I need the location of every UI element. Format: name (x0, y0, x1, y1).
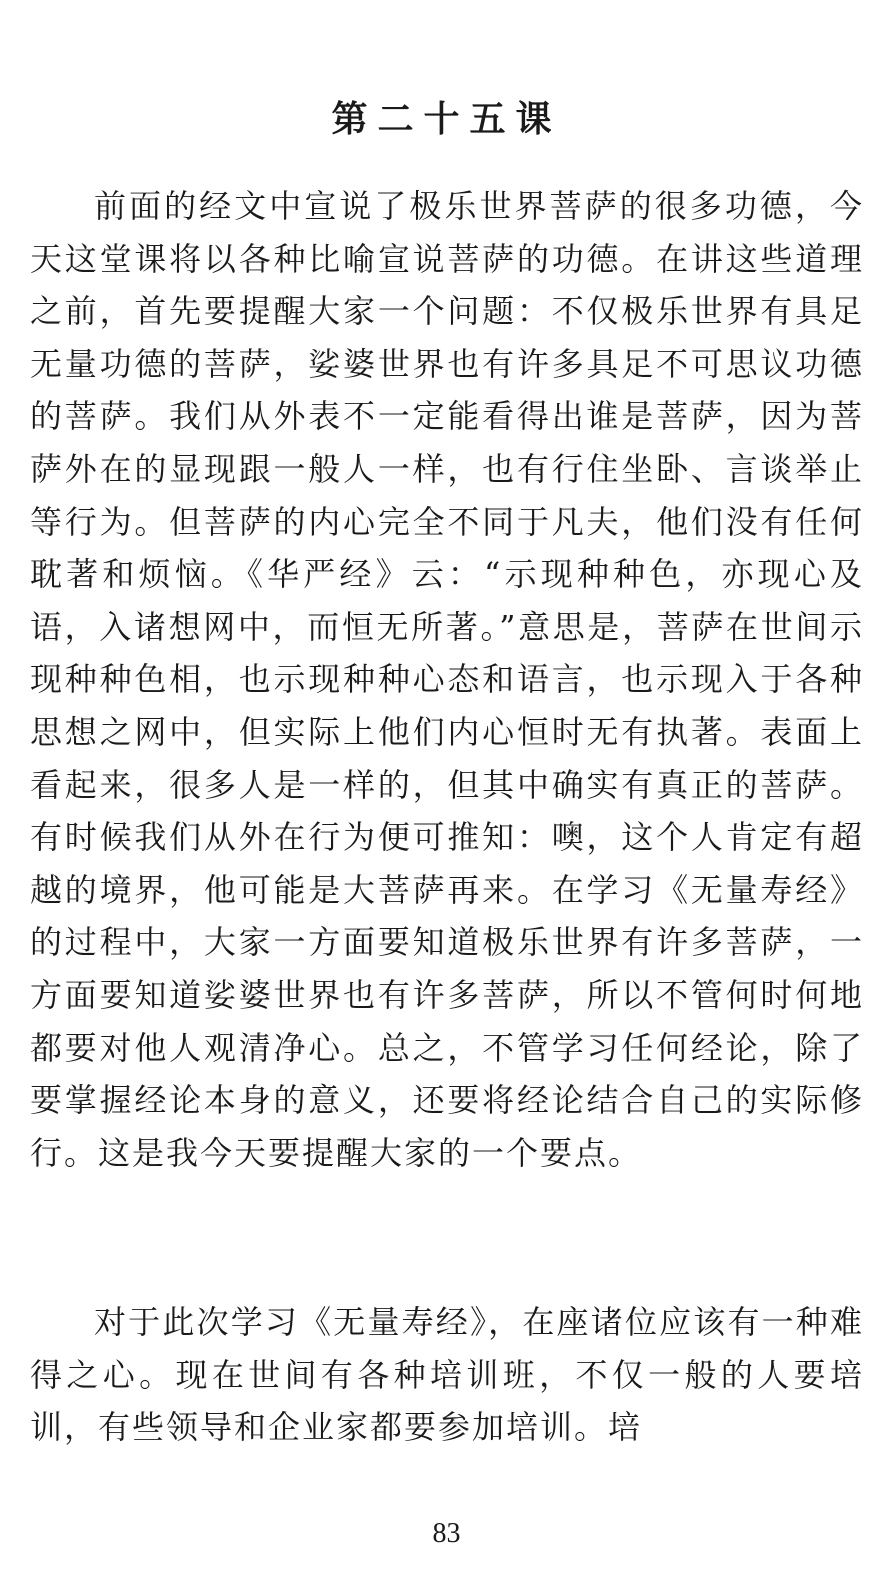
body-paragraph-1: 前面的经文中宣说了极乐世界菩萨的很多功德，今天这堂课将以各种比喻宣说菩萨的功德。在讲这些道理之前，首先要提醒大家一个问题：不仅极乐世界有具足无量功德的菩萨，娑婆世界也有许多具足不可思议功德的菩萨。我们从外表不一定能看得出谁是菩萨，因为菩萨外在的显现跟一般人一样，也有行住坐卧、言谈举止等行为。但菩萨的内心完全不同于凡夫，他们没有任何耽著和烦恼。《华严经》云：“示现种种色，亦现心及语，入诸想网中，而恒无所著。”意思是，菩萨在世间示现种种色相，也示现种种心态和语言，也示现入于各种思想之网中，但实际上他们内心恒时无有执著。表面上看起来，很多人是一样的，但其中确实有真正的菩萨。有时候我们从外在行为便可推知：噢，这个人肯定有超越的境界，他可能是大菩萨再来。在学习《无量寿经》的过程中，大家一方面要知道极乐世界有许多菩萨，一方面要知道娑婆世界也有许多菩萨，所以不管何时何地都要对他人观清净心。总之，不管学习任何经论，除了要掌握经论本身的意义，还要将经论结合自己的实际修行。这是我今天要提醒大家的一个要点。 (30, 187, 864, 1172)
body-paragraph-2: 对于此次学习《无量寿经》，在座诸位应该有一种难得之心。现在世间有各种培训班，不仅一般的人要培训，有些领导和企业家都要参加培训。培 (30, 1303, 864, 1447)
page-number: 83 (432, 1518, 461, 1549)
page-title: 第二十五课 (331, 99, 562, 141)
